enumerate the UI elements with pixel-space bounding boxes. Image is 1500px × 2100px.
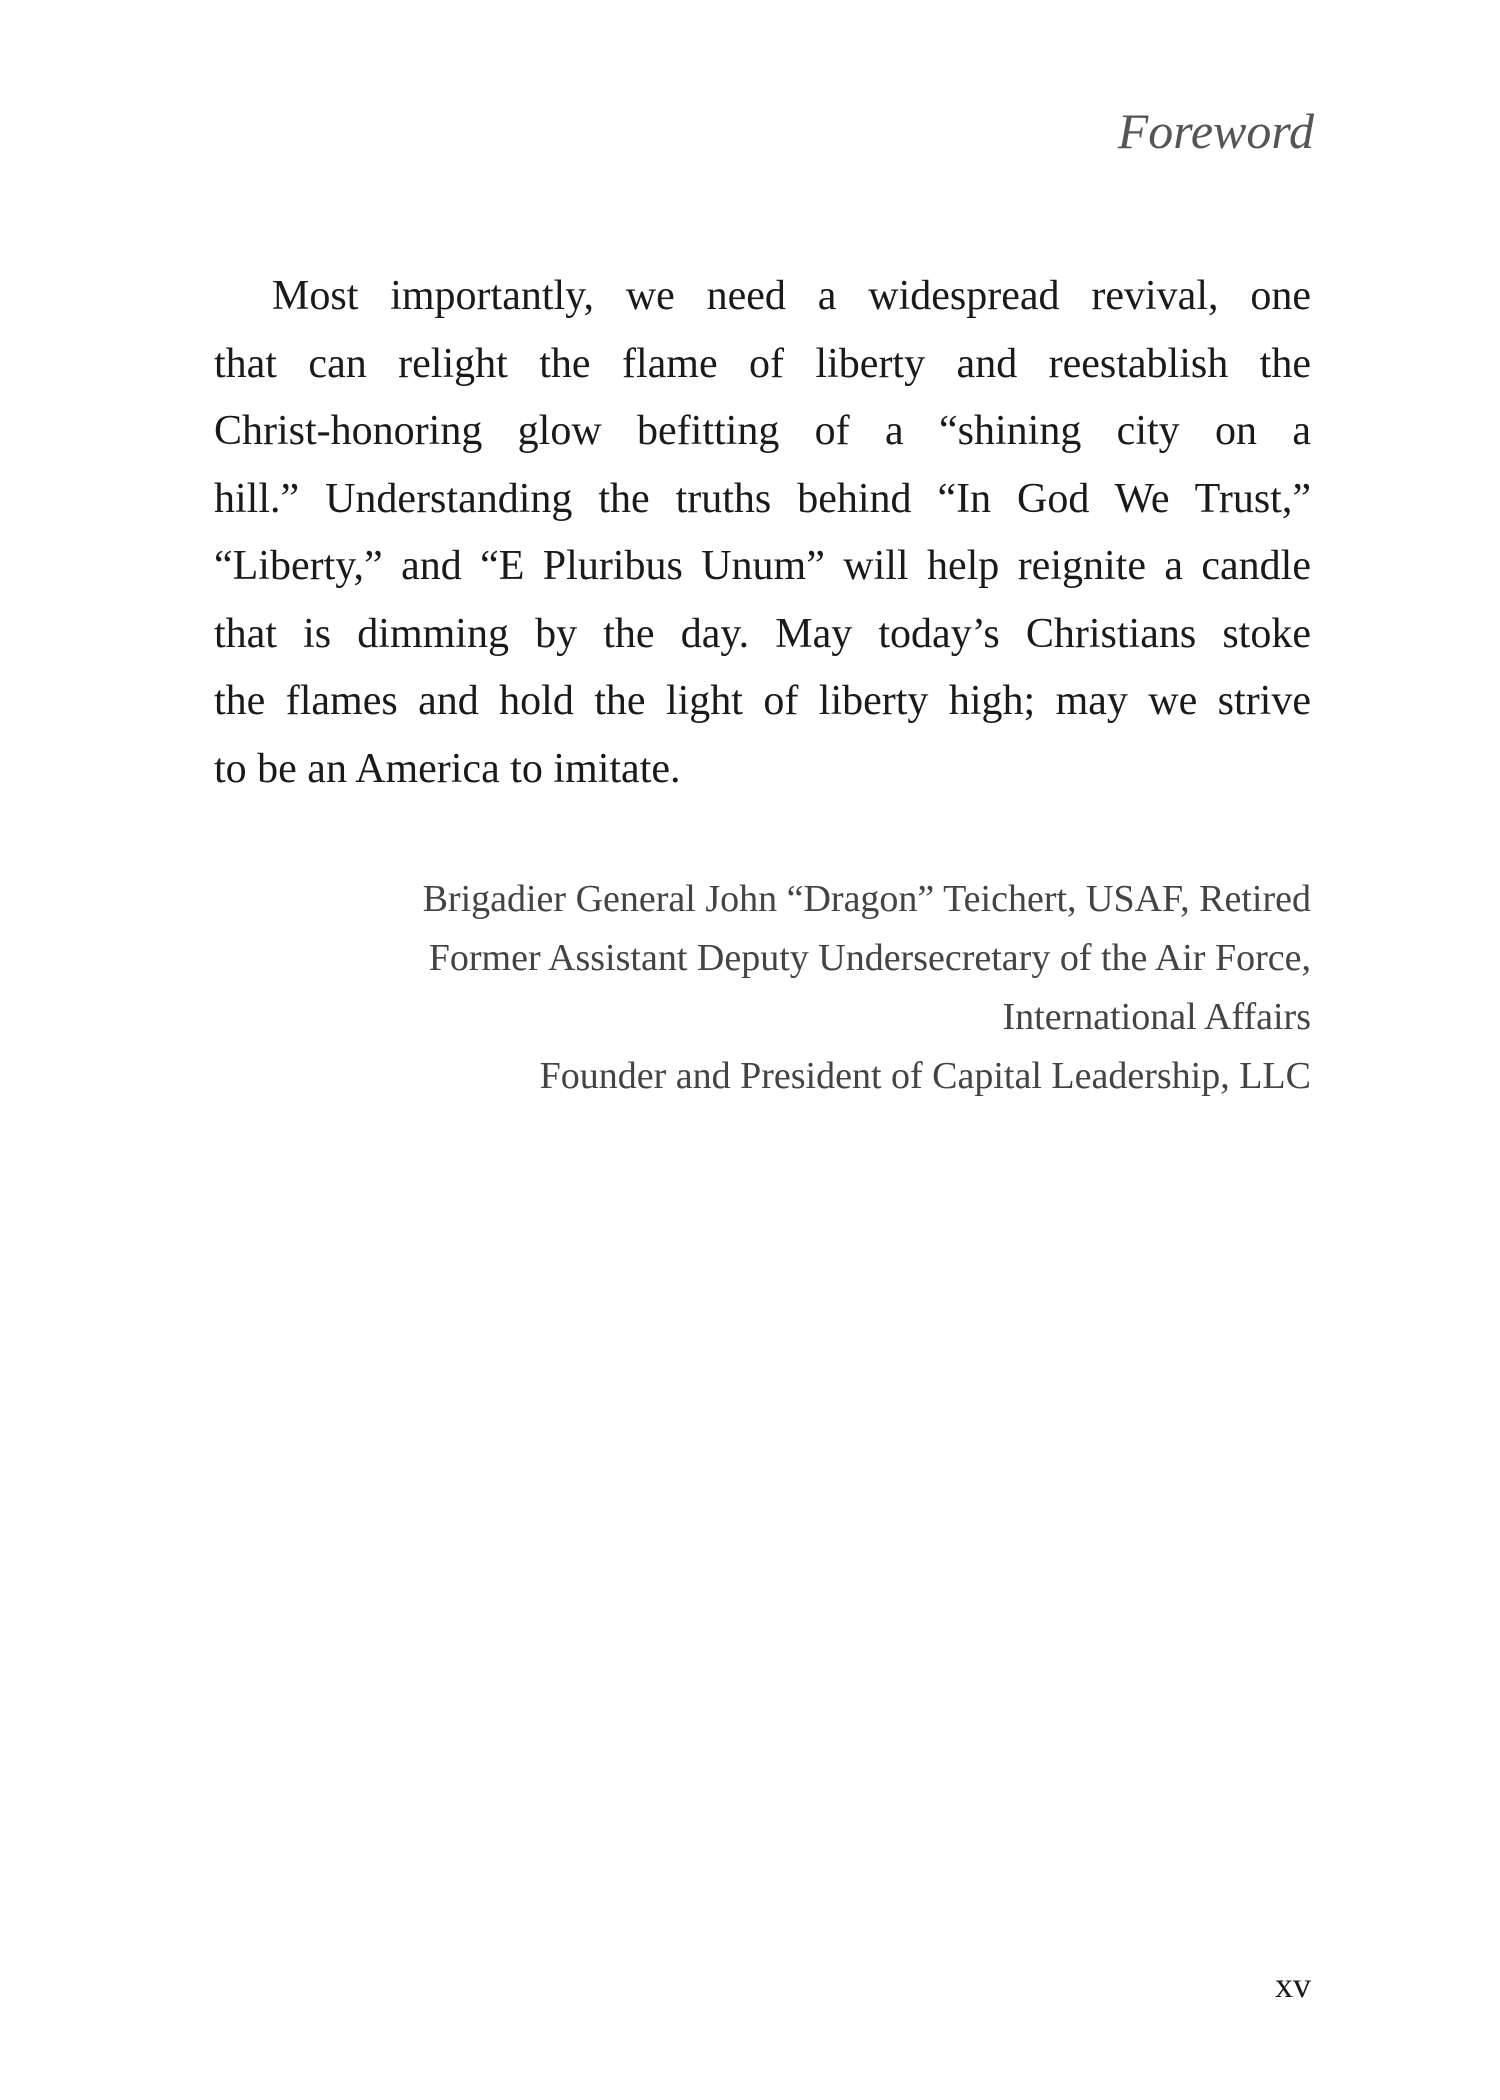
author-signature-block <box>211 870 1311 1106</box>
paragraph-line: Christ-honoring glow befitting of a “shining city on a <box>214 408 1311 454</box>
page-number: xv <box>1275 1965 1311 2005</box>
paragraph-line: “Liberty,” and “E Pluribus Unum” will help reignite a candle <box>214 543 1311 589</box>
paragraph-line: the flames and hold the light of liberty high; may we strive <box>214 678 1311 724</box>
paragraph-line: to be an America to imitate. <box>214 745 681 792</box>
signature-title-continued: International Affairs <box>1002 996 1311 1038</box>
signature-affiliation: Founder and President of Capital Leadership, LLC <box>539 1055 1311 1097</box>
signature-title: Former Assistant Deputy Undersecretary of the Air Force, <box>428 937 1311 979</box>
paragraph-line: that is dimming by the day. May today’s Christians stoke <box>214 610 1311 657</box>
signature-name: Brigadier General John “Dragon” Teichert, USAF, Retired <box>422 878 1311 920</box>
paragraph-line: that can relight the flame of liberty and reestablish the <box>214 340 1311 387</box>
running-head: Foreword <box>1117 103 1314 159</box>
paragraph-line: hill.” Understanding the truths behind “In God We Trust,” <box>214 475 1311 522</box>
paragraph-line: Most importantly, we need a widespread revival, one <box>272 273 1311 319</box>
body-paragraph <box>214 263 1311 803</box>
